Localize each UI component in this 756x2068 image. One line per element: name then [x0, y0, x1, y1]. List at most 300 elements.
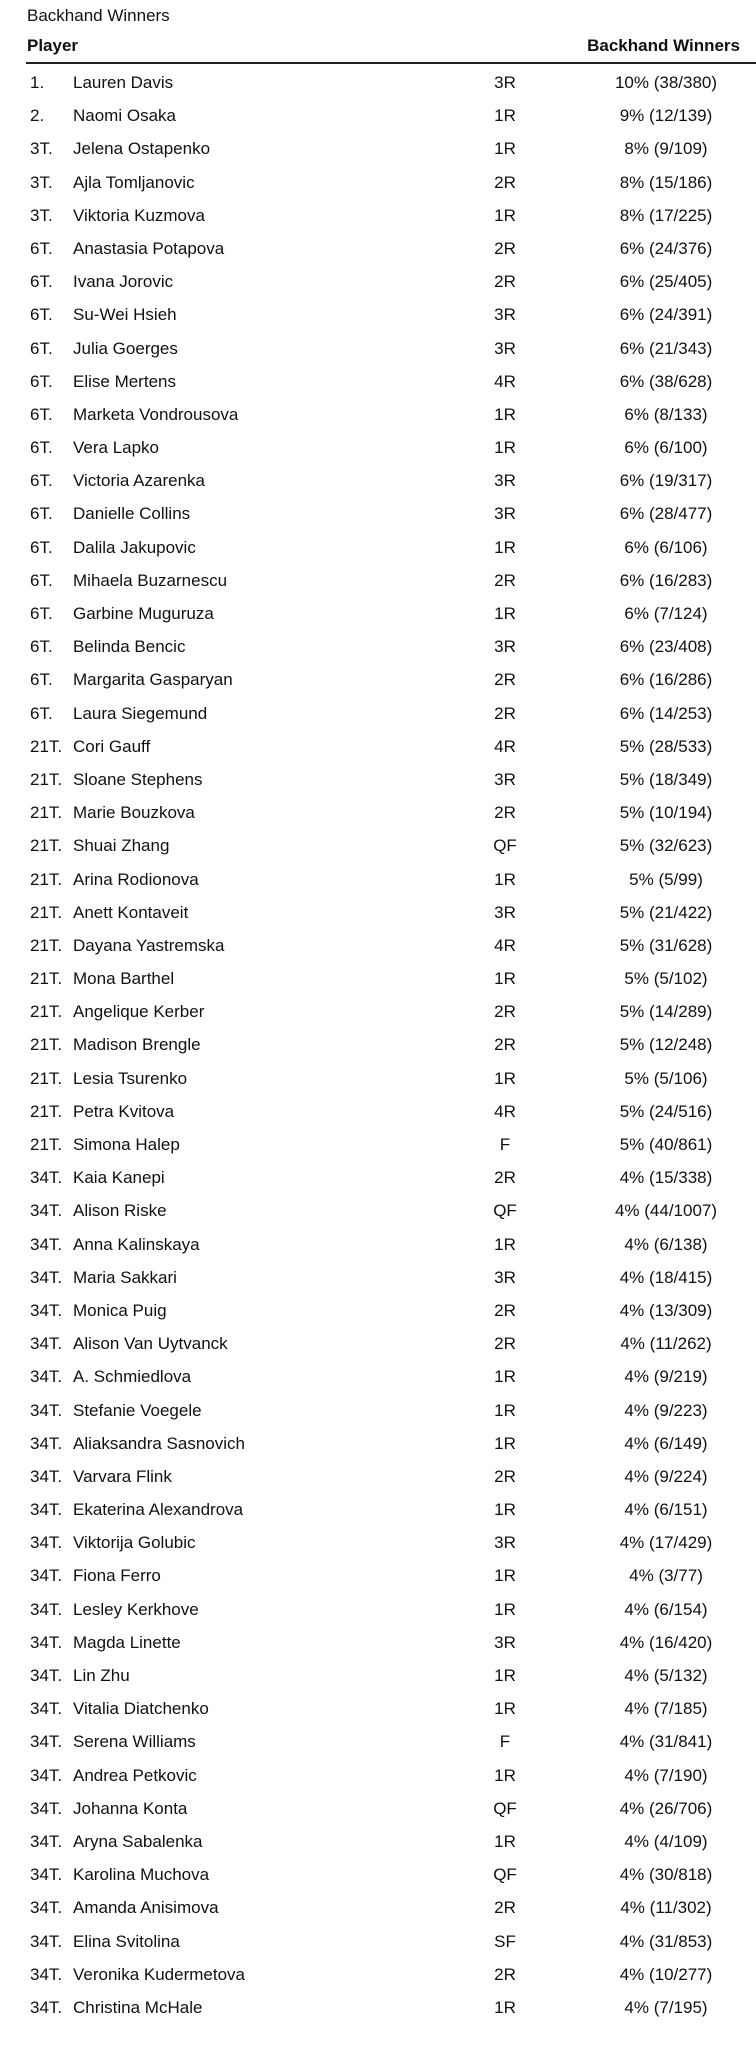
player-name-cell: Margarita Gasparyan	[73, 670, 233, 690]
table-row	[0, 1229, 756, 1262]
player-name-cell: Varvara Flink	[73, 1466, 172, 1486]
player-name-cell: Mihaela Buzarnescu	[73, 570, 228, 590]
rank-cell: 34T.	[30, 1433, 63, 1453]
round-cell: 1R	[494, 869, 516, 889]
rank-cell: 6T.	[30, 272, 53, 292]
player-name-cell: Sloane Stephens	[73, 769, 203, 789]
round-cell: 2R	[494, 1898, 516, 1918]
value-cell: 4% (3/77)	[629, 1566, 703, 1586]
rank-cell: 34T.	[30, 1300, 63, 1320]
player-name-cell: Marie Bouzkova	[73, 803, 195, 823]
rank-cell: 21T.	[30, 1135, 63, 1154]
rank-cell: 21T.	[30, 769, 63, 789]
value-cell: 5% (24/516)	[619, 1101, 713, 1121]
round-cell: 1R	[494, 1566, 516, 1586]
table-row	[0, 764, 756, 797]
value-cell: 4% (44/1007)	[614, 1201, 718, 1221]
player-name-cell: Karolina Muchova	[73, 1865, 210, 1885]
round-cell: 2R	[494, 1300, 516, 1320]
rank-cell: 21T.	[30, 935, 63, 955]
round-cell: 3R	[494, 902, 516, 922]
table-row	[0, 399, 756, 432]
player-name-cell: Serena Williams	[73, 1732, 196, 1752]
value-cell: 5% (5/102)	[624, 969, 708, 989]
player-name-cell: Stefanie Voegele	[73, 1400, 202, 1420]
table-row	[0, 1926, 756, 1959]
player-name-cell: Anastasia Potapova	[73, 238, 225, 258]
player-name-cell: Veronika Kudermetova	[73, 1964, 245, 1984]
table-row	[0, 1063, 756, 1096]
player-name-cell: Viktorija Golubic	[73, 1533, 196, 1553]
round-cell: 2R	[494, 272, 516, 292]
round-cell: 3R	[494, 637, 516, 657]
player-name-cell: Anna Kalinskaya	[73, 1234, 200, 1254]
rank-cell: 34T.	[30, 1997, 63, 2017]
value-cell: 5% (5/99)	[629, 869, 703, 889]
player-name-cell: Naomi Osaka	[73, 106, 176, 126]
table-row	[0, 1461, 756, 1494]
header-player: Player	[27, 36, 79, 55]
rank-cell: 34T.	[30, 1168, 63, 1188]
value-cell: 5% (12/248)	[619, 1035, 713, 1055]
header-backhand-winners: Backhand Winners	[587, 36, 740, 55]
player-name-cell: Christina McHale	[73, 1997, 203, 2017]
round-cell: 2R	[494, 803, 516, 823]
round-cell: 4R	[494, 736, 516, 756]
round-cell: 2R	[494, 172, 516, 192]
player-name-cell: Alison Van Uytvanck	[73, 1334, 228, 1354]
player-name-cell: Andrea Petkovic	[73, 1765, 197, 1785]
player-name-cell: Victoria Azarenka	[73, 471, 205, 491]
player-name-cell: Viktoria Kuzmova	[73, 205, 205, 225]
rank-cell: 34T.	[30, 1666, 63, 1685]
round-cell: 2R	[494, 1002, 516, 1022]
round-cell: 1R	[494, 1765, 516, 1785]
round-cell: 3R	[494, 471, 516, 491]
table-row	[0, 100, 756, 133]
player-name-cell: Aryna Sabalenka	[73, 1831, 203, 1851]
value-cell: 5% (32/623)	[619, 836, 713, 856]
player-name-cell: Anett Kontaveit	[73, 902, 189, 922]
round-cell: 1R	[494, 969, 516, 989]
table-row	[0, 1693, 756, 1726]
round-cell: 2R	[494, 1168, 516, 1188]
round-cell: 1R	[494, 1400, 516, 1420]
rank-cell: 34T.	[30, 1234, 63, 1254]
rank-cell: 6T.	[30, 570, 53, 590]
table-row	[0, 1793, 756, 1826]
value-cell: 6% (6/106)	[624, 537, 708, 557]
round-cell: 1R	[494, 1234, 516, 1254]
round-cell: 2R	[494, 703, 516, 723]
value-cell: 4% (18/415)	[619, 1267, 713, 1287]
round-cell: 3R	[494, 305, 516, 325]
table-row	[0, 1494, 756, 1527]
table-row	[0, 133, 756, 166]
value-cell: 4% (16/420)	[619, 1632, 713, 1652]
rank-cell: 21T.	[30, 803, 63, 823]
table-row	[0, 532, 756, 565]
round-cell: 2R	[494, 1964, 516, 1984]
rank-cell: 34T.	[30, 1632, 63, 1652]
value-cell: 6% (21/343)	[619, 338, 713, 358]
table-title: Backhand Winners	[27, 6, 170, 25]
rank-cell: 34T.	[30, 1201, 63, 1221]
value-cell: 5% (14/289)	[619, 1002, 713, 1022]
player-name-cell: Magda Linette	[73, 1632, 181, 1652]
round-cell: SF	[494, 1931, 516, 1951]
value-cell: 4% (7/185)	[624, 1699, 708, 1719]
player-name-cell: Ivana Jorovic	[73, 272, 174, 292]
rank-cell: 6T.	[30, 471, 53, 491]
player-name-cell: Madison Brengle	[73, 1035, 201, 1055]
table-row	[0, 1760, 756, 1793]
value-cell: 6% (24/376)	[619, 238, 713, 258]
round-cell: 1R	[494, 1831, 516, 1851]
player-name-cell: Mona Barthel	[73, 969, 175, 989]
table-row	[0, 1560, 756, 1593]
rank-cell: 21T.	[30, 902, 63, 922]
player-name-cell: Garbine Muguruza	[73, 604, 214, 623]
value-cell: 5% (10/194)	[619, 803, 713, 823]
round-cell: F	[499, 1732, 511, 1752]
value-cell: 4% (6/138)	[624, 1234, 708, 1254]
player-name-cell: Ajla Tomljanovic	[73, 172, 195, 192]
value-cell: 8% (15/186)	[619, 172, 713, 192]
rank-cell: 34T.	[30, 1964, 63, 1984]
rank-cell: 34T.	[30, 1500, 63, 1520]
table-row	[0, 1992, 756, 2025]
rank-cell: 6T.	[30, 238, 53, 258]
round-cell: QF	[493, 1201, 517, 1221]
value-cell: 4% (31/841)	[619, 1732, 713, 1752]
player-name-cell: Danielle Collins	[73, 504, 191, 524]
rank-cell: 6T.	[30, 438, 53, 458]
rank-cell: 3T.	[30, 172, 53, 192]
round-cell: 2R	[494, 1035, 516, 1055]
table-row	[0, 432, 756, 465]
rank-cell: 6T.	[30, 703, 53, 723]
player-name-cell: Alison Riske	[73, 1201, 167, 1221]
player-name-cell: Lesley Kerkhove	[73, 1599, 199, 1619]
player-name-cell: Jelena Ostapenko	[73, 139, 211, 159]
table-row	[0, 1859, 756, 1892]
rank-cell: 6T.	[30, 504, 53, 524]
rank-cell: 34T.	[30, 1334, 63, 1354]
player-name-cell: Aliaksandra Sasnovich	[73, 1433, 245, 1453]
round-cell: F	[499, 1135, 511, 1154]
round-cell: 2R	[494, 238, 516, 258]
round-cell: 1R	[494, 604, 516, 623]
value-cell: 5% (5/106)	[624, 1068, 708, 1088]
rank-cell: 21T.	[30, 869, 63, 889]
rank-cell: 3T.	[30, 205, 53, 225]
value-cell: 4% (5/132)	[624, 1666, 708, 1685]
round-cell: 1R	[494, 139, 516, 159]
rank-cell: 21T.	[30, 1002, 63, 1022]
value-cell: 4% (6/149)	[624, 1433, 708, 1453]
player-name-cell: Laura Siegemund	[73, 703, 208, 723]
table-row	[0, 1195, 756, 1228]
rank-cell: 34T.	[30, 1831, 63, 1851]
value-cell: 4% (26/706)	[619, 1798, 713, 1818]
player-name-cell: Amanda Anisimova	[73, 1898, 219, 1918]
value-cell: 4% (6/151)	[624, 1500, 708, 1520]
value-cell: 5% (21/422)	[619, 902, 713, 922]
player-name-cell: Simona Halep	[73, 1135, 180, 1154]
player-name-cell: Belinda Bencic	[73, 637, 186, 657]
table-row	[0, 1361, 756, 1394]
table-row	[0, 1029, 756, 1062]
value-cell: 4% (6/154)	[624, 1599, 708, 1619]
rank-cell: 6T.	[30, 670, 53, 690]
player-name-cell: Kaia Kanepi	[73, 1168, 165, 1188]
table-row	[0, 167, 756, 200]
rank-cell: 21T.	[30, 1035, 63, 1055]
round-cell: 1R	[494, 205, 516, 225]
table-row	[0, 266, 756, 299]
table-row	[0, 631, 756, 664]
table-row	[0, 233, 756, 266]
value-cell: 4% (9/223)	[624, 1400, 708, 1420]
round-cell: 1R	[494, 1699, 516, 1719]
round-cell: 2R	[494, 1466, 516, 1486]
value-cell: 6% (8/133)	[624, 404, 708, 424]
player-name-cell: Fiona Ferro	[73, 1566, 161, 1586]
table-row	[0, 366, 756, 399]
player-name-cell: Shuai Zhang	[73, 836, 170, 856]
round-cell: 1R	[494, 537, 516, 557]
rank-cell: 34T.	[30, 1400, 63, 1420]
player-name-cell: Dalila Jakupovic	[73, 537, 196, 557]
round-cell: QF	[493, 1865, 517, 1885]
value-cell: 4% (15/338)	[619, 1168, 713, 1188]
rank-cell: 34T.	[30, 1699, 63, 1719]
value-cell: 5% (40/861)	[619, 1135, 713, 1154]
value-cell: 9% (12/139)	[619, 106, 713, 126]
value-cell: 6% (23/408)	[619, 637, 713, 657]
value-cell: 6% (14/253)	[619, 703, 713, 723]
rank-cell: 34T.	[30, 1898, 63, 1918]
table-row	[0, 598, 756, 631]
value-cell: 6% (16/286)	[619, 670, 713, 690]
table-row	[0, 1295, 756, 1328]
value-cell: 4% (7/195)	[624, 1997, 708, 2017]
rank-cell: 34T.	[30, 1865, 63, 1885]
rank-cell: 21T.	[30, 836, 63, 856]
value-cell: 4% (13/309)	[619, 1300, 713, 1320]
value-cell: 6% (7/124)	[624, 604, 708, 623]
table-row	[0, 1262, 756, 1295]
table-row	[0, 1162, 756, 1195]
table-row	[0, 200, 756, 233]
player-name-cell: Vera Lapko	[73, 438, 160, 458]
table-row	[0, 864, 756, 897]
rank-cell: 21T.	[30, 1068, 63, 1088]
table-row	[0, 1428, 756, 1461]
table-row	[0, 830, 756, 863]
round-cell: QF	[493, 1798, 517, 1818]
table-header	[0, 34, 756, 62]
round-cell: QF	[493, 836, 517, 856]
round-cell: 1R	[494, 438, 516, 458]
rank-cell: 34T.	[30, 1765, 63, 1785]
value-cell: 6% (24/391)	[619, 305, 713, 325]
table-row	[0, 1959, 756, 1992]
round-cell: 1R	[494, 1500, 516, 1520]
table-row	[0, 333, 756, 366]
round-cell: 1R	[494, 1068, 516, 1088]
table-body	[0, 67, 756, 2025]
player-name-cell: A. Schmiedlova	[73, 1367, 192, 1387]
rank-cell: 34T.	[30, 1566, 63, 1586]
rank-cell: 2.	[30, 106, 45, 126]
round-cell: 1R	[494, 404, 516, 424]
rank-cell: 34T.	[30, 1599, 63, 1619]
value-cell: 6% (16/283)	[619, 570, 713, 590]
value-cell: 4% (30/818)	[619, 1865, 713, 1885]
rank-cell: 1.	[30, 73, 45, 92]
player-name-cell: Dayana Yastremska	[73, 935, 225, 955]
value-cell: 5% (18/349)	[619, 769, 713, 789]
round-cell: 1R	[494, 1367, 516, 1387]
table-row	[0, 698, 756, 731]
rank-cell: 21T.	[30, 969, 63, 989]
table-row	[0, 996, 756, 1029]
table-row	[0, 731, 756, 764]
round-cell: 4R	[494, 935, 516, 955]
value-cell: 4% (10/277)	[619, 1964, 713, 1984]
table-row	[0, 1892, 756, 1925]
rank-cell: 6T.	[30, 604, 53, 623]
rank-cell: 34T.	[30, 1267, 63, 1287]
table-row	[0, 1527, 756, 1560]
table-row	[0, 963, 756, 996]
value-cell: 5% (31/628)	[619, 935, 713, 955]
round-cell: 3R	[494, 1267, 516, 1287]
table-row	[0, 1660, 756, 1693]
round-cell: 3R	[494, 73, 516, 92]
value-cell: 8% (9/109)	[624, 139, 708, 159]
rank-cell: 6T.	[30, 404, 53, 424]
player-name-cell: Elina Svitolina	[73, 1931, 180, 1951]
player-name-cell: Petra Kvitova	[73, 1101, 175, 1121]
round-cell: 1R	[494, 1666, 516, 1685]
round-cell: 1R	[494, 1997, 516, 2017]
value-cell: 4% (11/262)	[620, 1334, 712, 1354]
rank-cell: 34T.	[30, 1732, 63, 1752]
value-cell: 6% (25/405)	[619, 272, 713, 292]
player-name-cell: Lin Zhu	[73, 1666, 130, 1685]
player-name-cell: Arina Rodionova	[73, 869, 199, 889]
rank-cell: 3T.	[30, 139, 53, 159]
player-name-cell: Cori Gauff	[73, 736, 151, 756]
round-cell: 1R	[494, 1433, 516, 1453]
round-cell: 3R	[494, 1632, 516, 1652]
value-cell: 4% (11/302)	[620, 1898, 712, 1918]
round-cell: 3R	[494, 769, 516, 789]
rank-cell: 34T.	[30, 1533, 63, 1553]
value-cell: 6% (19/317)	[619, 471, 713, 491]
round-cell: 3R	[494, 1533, 516, 1553]
table-row	[0, 930, 756, 963]
player-name-cell: Angelique Kerber	[73, 1002, 205, 1022]
header-divider	[26, 62, 756, 64]
player-name-cell: Lauren Davis	[73, 73, 174, 92]
rank-cell: 6T.	[30, 338, 53, 358]
table-row	[0, 1627, 756, 1660]
player-name-cell: Ekaterina Alexandrova	[73, 1500, 244, 1520]
value-cell: 6% (6/100)	[624, 438, 708, 458]
round-cell: 4R	[494, 1101, 516, 1121]
table-row	[0, 1594, 756, 1627]
table-row	[0, 1096, 756, 1129]
round-cell: 1R	[494, 106, 516, 126]
player-name-cell: Julia Goerges	[73, 338, 178, 358]
rank-cell: 21T.	[30, 736, 63, 756]
rank-cell: 34T.	[30, 1367, 63, 1387]
player-name-cell: Vitalia Diatchenko	[73, 1699, 209, 1719]
round-cell: 2R	[494, 670, 516, 690]
table-row	[0, 664, 756, 697]
table-row	[0, 1395, 756, 1428]
round-cell: 2R	[494, 570, 516, 590]
table-row	[0, 1826, 756, 1859]
round-cell: 4R	[494, 371, 516, 391]
player-name-cell: Johanna Konta	[73, 1798, 188, 1818]
value-cell: 6% (28/477)	[619, 504, 713, 524]
table-row	[0, 1726, 756, 1759]
player-name-cell: Marketa Vondrousova	[73, 404, 239, 424]
rank-cell: 6T.	[30, 537, 53, 557]
round-cell: 2R	[494, 1334, 516, 1354]
player-name-cell: Lesia Tsurenko	[73, 1068, 188, 1088]
table-row	[0, 299, 756, 332]
player-name-cell: Monica Puig	[73, 1300, 167, 1320]
value-cell: 4% (4/109)	[624, 1831, 708, 1851]
round-cell: 1R	[494, 1599, 516, 1619]
table-row	[0, 565, 756, 598]
player-name-cell: Elise Mertens	[73, 371, 176, 391]
player-name-cell: Su-Wei Hsieh	[73, 305, 177, 325]
value-cell: 4% (9/219)	[624, 1367, 708, 1387]
player-name-cell: Maria Sakkari	[73, 1267, 177, 1287]
rank-cell: 6T.	[30, 305, 53, 325]
rank-cell: 34T.	[30, 1798, 63, 1818]
value-cell: 5% (28/533)	[619, 736, 713, 756]
table-row	[0, 1129, 756, 1162]
round-cell: 3R	[494, 338, 516, 358]
table-row	[0, 897, 756, 930]
value-cell: 10% (38/380)	[614, 73, 718, 92]
rank-cell: 34T.	[30, 1466, 63, 1486]
value-cell: 4% (17/429)	[619, 1533, 713, 1553]
table-row	[0, 465, 756, 498]
table-row	[0, 1328, 756, 1361]
value-cell: 4% (7/190)	[624, 1765, 708, 1785]
value-cell: 4% (9/224)	[624, 1466, 708, 1486]
table-row	[0, 797, 756, 830]
rank-cell: 6T.	[30, 371, 53, 391]
value-cell: 8% (17/225)	[619, 205, 713, 225]
rank-cell: 34T.	[30, 1931, 63, 1951]
rank-cell: 6T.	[30, 637, 53, 657]
table-row	[0, 498, 756, 531]
value-cell: 4% (31/853)	[619, 1931, 713, 1951]
round-cell: 3R	[494, 504, 516, 524]
value-cell: 6% (38/628)	[619, 371, 713, 391]
rank-cell: 21T.	[30, 1101, 63, 1121]
